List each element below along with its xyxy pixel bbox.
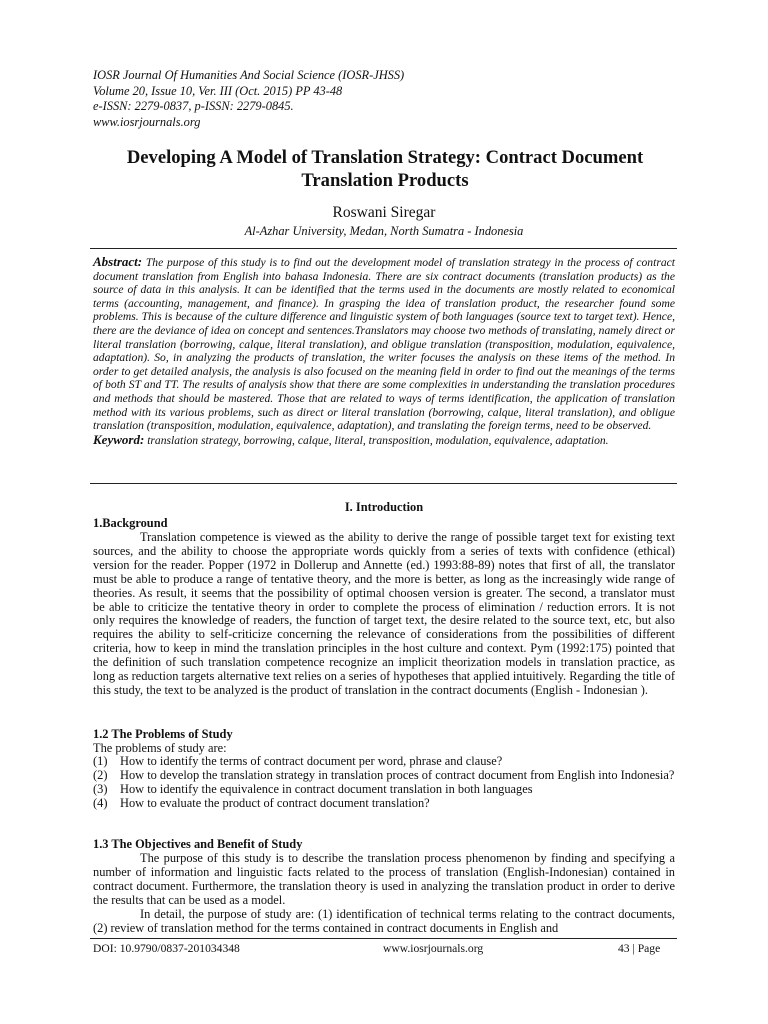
abstract-label: Abstract: — [93, 254, 143, 269]
author-name: Roswani Siregar — [332, 204, 436, 221]
list-item-text: How to identify the equivalence in contract document translation in both languages — [120, 781, 533, 796]
paper-title: Developing A Model of Translation Strategy: Contract Document Translation Products — [126, 147, 644, 191]
abstract-text: The purpose of this study is to find out the development model of translation strategy in the process of contract document translation from English into bahasa Indonesia. There are six contract documents (translation products) as the source of data in this analysis. It can be identified that the terms used in the documents are mostly related to economical terms (accounting, management, and finance). In grasping the idea of translation product, the researcher found some problems. This is because of the culture difference and linguistic system of both languages (source text to target text). Hence, there are the deviance of idea on concept and sentences.Translators may choose two methods of translating, namely direct or literal translation (borrowing, calque, literal translation), and obligue translation (transposition, modulation, equivalence, adaptation). So, in analyzing the products of translation, the writer focuses the analysis on these items of the method. In order to get detailed analysis, the analysis is also focused on the meaning field in order to find out the meanings of the terms of both ST and TT. The results of analysis show that there are some complexities in understanding the translation procedures and methods that should be mastered. Those that are related to ways of terms identification, the application of translation method with its various problems, such as direct or literal translation (borrowing, calque, literal translation), and obligue translation (transposition, modulation, equivalence, adaptation), and translating the foreign terms, need to be observed. — [93, 256, 675, 433]
author-affiliation: Al-Azhar University, Medan, North Sumatra - Indonesia — [244, 224, 524, 238]
subsection-objectives-title: 1.3 The Objectives and Benefit of Study — [93, 837, 303, 851]
problems-intro: The problems of study are: — [93, 741, 227, 755]
journal-name: IOSR Journal Of Humanities And Social Science (IOSR-JHSS) — [93, 68, 405, 82]
abstract — [93, 255, 675, 447]
objectives-paragraph-2: In detail, the purpose of study are: (1) identification of technical terms relating to the contract documents, (2) review of translation method for the terms contained in contract documents in English and — [93, 907, 675, 935]
list-item-number: (3) — [93, 781, 108, 796]
list-item-text: How to develop the translation strategy in translation proces of contract document from English into Indonesia? — [120, 767, 675, 782]
section-title-introduction: I. Introduction — [344, 500, 424, 514]
list-item — [93, 783, 675, 797]
journal-header — [93, 68, 593, 130]
journal-url: www.iosrjournals.org — [93, 114, 201, 129]
list-item-text: How to identify the terms of contract document per word, phrase and clause? — [120, 754, 503, 768]
list-item — [93, 797, 675, 811]
footer-url: www.iosrjournals.org — [383, 942, 484, 955]
problems-list — [93, 755, 675, 811]
background-paragraph: Translation competence is viewed as the ability to derive the range of possible target text for existing text sources, and the ability to choose the appropriate words quickly from a series of texts with confidence (ethical) version for the reader. Popper (1972 in Dollerup and Annette (ed.) 1993:88-89) notes that first of all, the translator must be able to produce a range of tentative theory, and the more is better, as long as the increasingly wide range of theories. As result, it seems that the possibility of optimal choosen version is greater. The second, a translator must be able to criticize the tentative theory in order to complete the process of elimination / reduction errors. It is not only requires the knowledge of readers, the function of target text, the desire related to the source text, etc, but also requires the ability to self-criticize concerning the relevance of considerations from the possibilities of different criteria, how to keep in mind the translation principles in the host culture and context. Pym (1992:175) pointed that the definition of such translation competence recognize an implicit theorization models in translation practice, as long as reduction targets alternative text relies on a series of hypotheses that applied intuitively. Regarding the title of this study, the text to be analyzed is the product of translation in the contract documents (English - Indonesian ). — [93, 530, 675, 697]
keyword-text: translation strategy, borrowing, calque, literal, transposition, modulation, equivalence, adaptation. — [147, 433, 609, 447]
journal-volume: Volume 20, Issue 10, Ver. III (Oct. 2015) PP 43-48 — [93, 83, 343, 98]
list-item-number: (2) — [93, 767, 108, 782]
footer-divider — [90, 938, 677, 939]
subsection-background-title: 1.Background — [93, 516, 168, 530]
list-item — [93, 769, 675, 783]
journal-issn: e-ISSN: 2279-0837, p-ISSN: 2279-0845. — [93, 99, 294, 113]
list-item-number: (1) — [93, 754, 108, 768]
footer-page-number: 43 | Page — [618, 942, 661, 955]
keyword-label: Keyword: — [93, 431, 145, 447]
keywords — [93, 433, 675, 448]
subsection-problems-title: 1.2 The Problems of Study — [93, 727, 233, 741]
list-item-number: (4) — [93, 795, 108, 810]
list-item-text: How to evaluate the product of contract document translation? — [120, 795, 430, 810]
footer-doi: DOI: 10.9790/0837-201034348 — [93, 942, 240, 955]
list-item — [93, 755, 675, 769]
objectives-paragraph-1: The purpose of this study is to describe the translation process phenomenon by finding and specifying a number of information and linguistic facts related to the process of translation (English-Indonesian) contained in contract document. Furthermore, the translation theory is used in analyzing the translation product in order to derive the results that can be used as a model. — [93, 851, 675, 907]
